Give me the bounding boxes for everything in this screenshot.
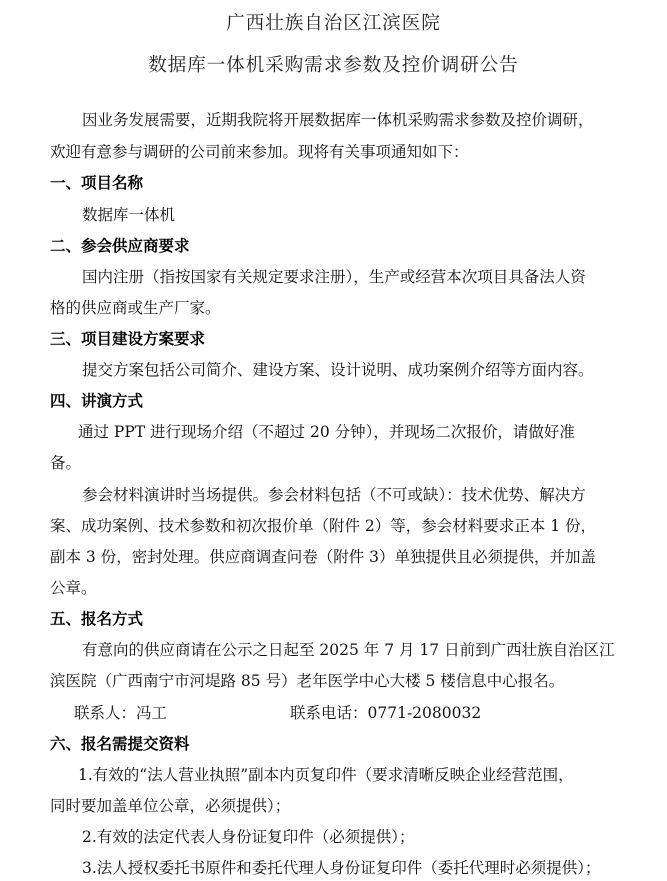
section-4-p1-line-1: 通过 PPT 进行现场介绍（不超过 20 分钟），并现场二次报价，请做好准 xyxy=(78,423,575,441)
section-2-line-2: 格的供应商或生产厂家。 xyxy=(50,299,221,317)
section-4-p1-line-2: 备。 xyxy=(50,454,82,472)
section-5-line-1: 有意向的供应商请在公示之日起至 2025 年 7 月 17 日前到广西壮族自治区江 xyxy=(82,641,615,659)
section-3-heading: 三、项目建设方案要求 xyxy=(50,329,206,348)
section-2-line-1: 国内注册（指按国家有关规定要求注册），生产或经营本次项目具备法人资 xyxy=(82,268,586,286)
section-4-p2-line-2: 案、成功案例、技术参数和初次报价单（附件 2）等，参会材料要求正本 1 份， xyxy=(50,517,597,535)
section-6-item-1-line-2: 同时要加盖单位公章，必须提供）； xyxy=(50,797,291,815)
section-6-heading: 六、报名需提交资料 xyxy=(50,734,190,753)
announcement-title: 数据库一体机采购需求参数及控价调研公告 xyxy=(148,55,519,76)
section-6-item-1-line-1: 1.有效的“法人营业执照”副本内页复印件（要求清晰反映企业经营范围， xyxy=(78,766,574,784)
section-4-p2-line-4: 公章。 xyxy=(50,579,97,597)
hospital-name: 广西壮族自治区江滨医院 xyxy=(226,13,441,34)
contact-person: 联系人：冯工 xyxy=(74,704,168,722)
contact-phone: 联系电话：0771-2080032 xyxy=(290,704,482,722)
section-2-heading: 二、参会供应商要求 xyxy=(50,236,190,255)
section-6-item-3: 3.法人授权委托书原件和委托代理人身份证复印件（委托代理时必须提供）； xyxy=(82,859,601,877)
section-4-heading: 四、讲演方式 xyxy=(50,391,144,410)
section-5-heading: 五、报名方式 xyxy=(50,609,144,628)
section-1-heading: 一、项目名称 xyxy=(50,173,144,192)
section-4-p2-line-3: 副本 3 份，密封处理。供应商调查问卷（附件 3）单独提供且必须提供，并加盖 xyxy=(50,548,597,566)
intro-line-1: 因业务发展需要，近期我院将开展数据库一体机采购需求参数及控价调研， xyxy=(82,111,594,129)
section-4-p2-line-1: 参会材料演讲时当场提供。参会材料包括（不可或缺）：技术优势、解决方 xyxy=(82,486,586,504)
section-3-body: 提交方案包括公司简介、建设方案、设计说明、成功案例介绍等方面内容。 xyxy=(82,361,594,379)
section-5-line-2: 滨医院（广西南宁市河堤路 85 号）老年医学中心大楼 5 楼信息中心报名。 xyxy=(50,672,565,690)
section-6-item-2: 2.有效的法定代表人身份证复印件（必须提供）； xyxy=(82,828,415,846)
intro-line-2: 欢迎有意参与调研的公司前来参加。现将有关事项通知如下： xyxy=(50,143,469,161)
section-1-body: 数据库一体机 xyxy=(82,206,176,224)
